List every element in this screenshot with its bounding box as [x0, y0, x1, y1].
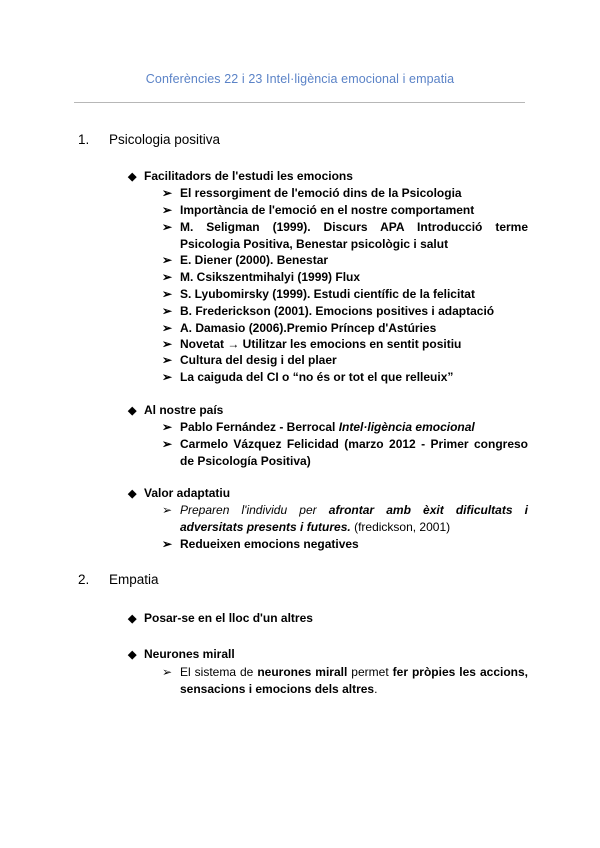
list-item [162, 219, 528, 253]
bullet-label: Neurones mirall [144, 647, 235, 661]
arrow-bullet-icon: ➢ [162, 186, 173, 200]
text-run-italic: Intel·ligència emocional [338, 420, 475, 434]
list-item [162, 436, 528, 470]
arrow-bullet-icon: ➢ [162, 370, 173, 384]
arrow-bullet-icon: ➢ [162, 353, 173, 367]
list-item [162, 269, 528, 286]
list-item [162, 185, 528, 202]
text-run-bold: fer pròpies les accions, sensacions i emocions dels altres [180, 665, 528, 696]
list-item [162, 336, 528, 353]
diamond-bullet-icon: ◆ [128, 613, 137, 625]
text-run: Pablo Fernández - Berrocal [180, 420, 339, 434]
diamond-bullet-icon: ◆ [128, 488, 137, 500]
text-run: (fredickson, 2001) [350, 520, 451, 534]
list-item-text: M. Seligman (1999). Discurs APA Introducció terme Psicologia Positiva, Benestar psicològic i salut [180, 220, 528, 251]
bullet-group-valor-adaptatiu [128, 486, 230, 500]
section-title: Psicologia positiva [109, 132, 221, 147]
list-item-text: El ressorgiment de l'emoció dins de la Psicologia [180, 186, 462, 200]
list-item [162, 536, 528, 553]
title-divider [74, 102, 525, 103]
text-run: permet [347, 665, 393, 679]
arrow-bullet-icon: ➢ [162, 503, 173, 517]
list-item-text: Carmelo Vázquez Felicidad (marzo 2012 - Primer congreso de Psicología Positiva) [180, 437, 528, 468]
list-item-text: Novetat → Utilitzar les emocions en sentit positiu [180, 337, 462, 351]
text-run: . [374, 682, 378, 696]
bullet-label: Facilitadors de l'estudi les emocions [144, 169, 353, 183]
list-item [162, 502, 528, 536]
arrow-bullet-icon: ➢ [162, 437, 173, 451]
list-item [162, 352, 528, 369]
list-item-text: B. Frederickson (2001). Emocions positives i adaptació [180, 304, 495, 318]
arrow-bullet-icon: ➢ [162, 420, 173, 434]
text-run: El sistema de [180, 665, 258, 679]
bullet-group-posar-se [128, 611, 313, 625]
list-item-text: M. Csikszentmihalyi (1999) Flux [180, 270, 361, 284]
section-number: 1. [78, 132, 90, 147]
list-item [162, 252, 528, 269]
list-item [162, 303, 528, 320]
arrow-bullet-icon: ➢ [162, 665, 173, 679]
list-item-text: Cultura del desig i del plaer [180, 353, 337, 367]
list-item-text [180, 419, 528, 436]
text-run-bold: neurones mirall [257, 665, 348, 679]
list-item-text: Redueixen emocions negatives [180, 537, 359, 551]
bullet-label: Valor adaptatiu [144, 486, 231, 500]
list-item-text [180, 664, 528, 698]
arrow-bullet-icon: ➢ [162, 220, 173, 234]
text-run-italic: Preparen l'individu per [180, 503, 329, 517]
list-item [162, 419, 528, 436]
diamond-bullet-icon: ◆ [128, 171, 137, 183]
section-number: 2. [78, 572, 90, 587]
bullet-group-neurones-mirall [128, 647, 235, 661]
section-title: Empatia [109, 572, 159, 587]
list-item-text [180, 502, 528, 536]
list-item-text: S. Lyubomirsky (1999). Estudi científic de la felicitat [180, 287, 475, 301]
arrow-bullet-icon: ➢ [162, 337, 173, 351]
list-item [162, 202, 528, 219]
bullet-group-al-nostre-pais [128, 403, 223, 417]
list-item [162, 664, 528, 698]
document-title: Conferències 22 i 23 Intel·ligència emocional i empatia [145, 72, 455, 86]
arrow-bullet-icon: ➢ [162, 203, 173, 217]
diamond-bullet-icon: ◆ [128, 649, 137, 661]
list-item-text: E. Diener (2000). Benestar [180, 253, 329, 267]
bullet-label: Al nostre país [144, 403, 224, 417]
section-heading-2 [78, 572, 159, 587]
list-item-text: Importància de l'emoció en el nostre comportament [180, 203, 475, 217]
list-item [162, 369, 528, 386]
section-heading-1 [78, 132, 220, 147]
arrow-bullet-icon: ➢ [162, 253, 173, 267]
diamond-bullet-icon: ◆ [128, 405, 137, 417]
arrow-bullet-icon: ➢ [162, 270, 173, 284]
bullet-label: Posar-se en el lloc d'un altres [144, 611, 313, 625]
list-item-text: A. Damasio (2006).Premio Príncep d'Astúries [180, 321, 437, 335]
list-item-text: La caiguda del CI o “no és or tot el que relleuix” [180, 370, 454, 384]
arrow-bullet-icon: ➢ [162, 321, 173, 335]
list-item [162, 286, 528, 303]
arrow-bullet-icon: ➢ [162, 287, 173, 301]
list-item [162, 320, 528, 337]
arrow-bullet-icon: ➢ [162, 304, 173, 318]
arrow-bullet-icon: ➢ [162, 537, 173, 551]
text-run-bold-italic: afrontar amb èxit dificultats i adversitats presents i futures. [180, 503, 528, 534]
bullet-group-facilitadors [128, 169, 353, 183]
